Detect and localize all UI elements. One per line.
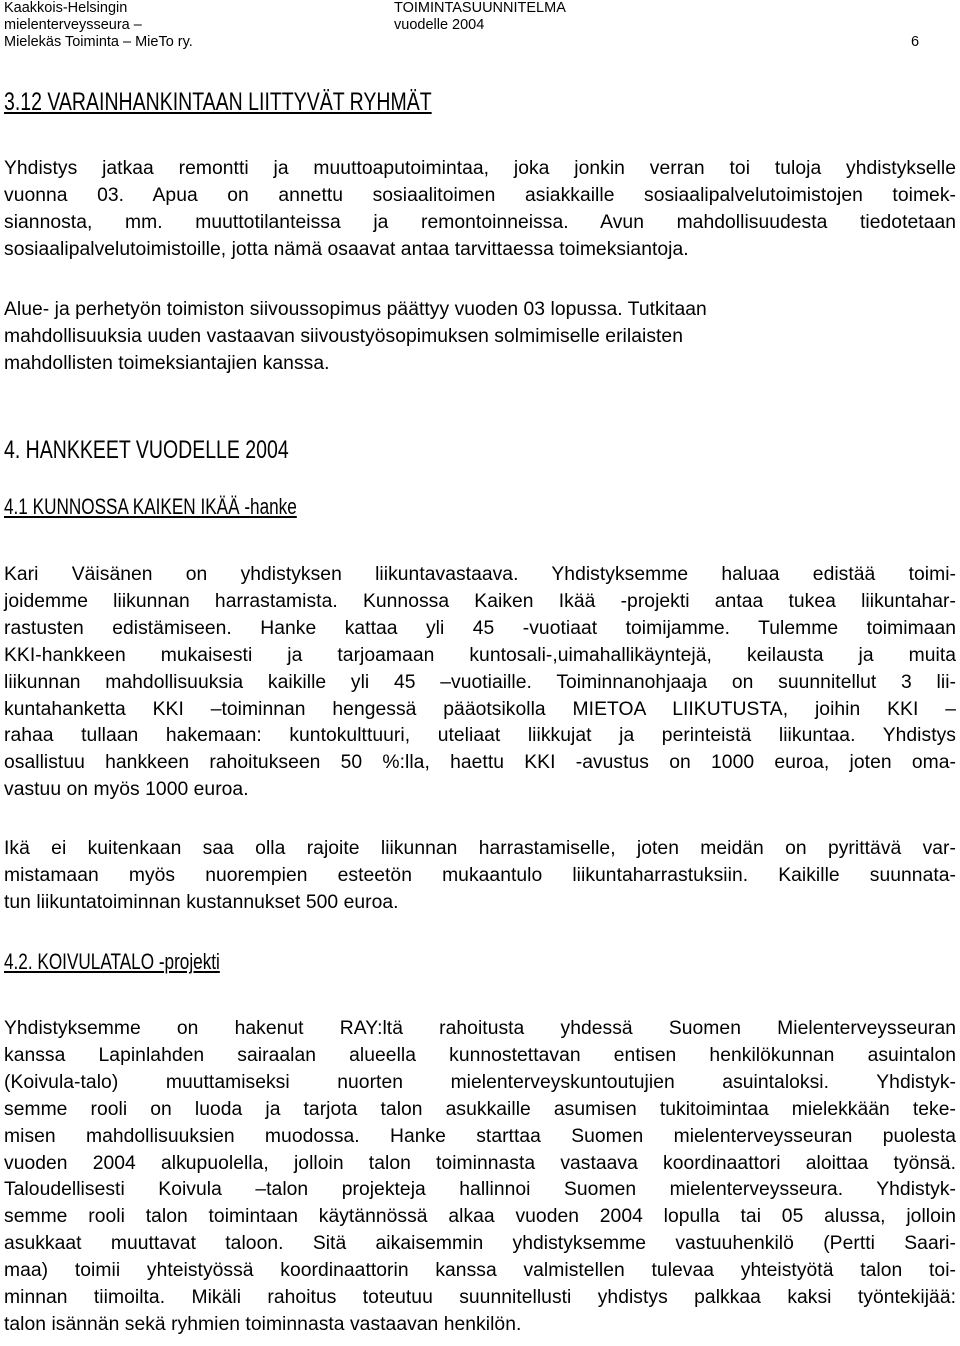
text-line: asukkaat muuttavat taloon. Sitä aikaisemmin yhdistyksemme vastuuhenkilö (Pertti Saari-: [4, 1233, 956, 1255]
section-heading-4-text: 4. HANKKEET VUODELLE 2004: [4, 436, 289, 464]
text-line: rahaa tullaan hakemaan: kuntokulttuuri, uteliaat liikkujat ja perinteistä liikuntaa. Yhdistys: [4, 725, 956, 747]
header-doc-title: TOIMINTASUUNNITELMA: [394, 0, 566, 16]
text-line: KKI-hankkeen mukaisesti ja tarjoamaan kuntosali-,uimahallikäyntejä, keilausta ja muita: [4, 644, 956, 666]
subsection-heading-4-1: [4, 494, 379, 520]
text-line: osallistuu hankkeen rahoitukseen 50 %:lla, haettu KKI -avustus on 1000 euroa, joten oma-: [4, 752, 956, 774]
header-org-line-2: mielenterveysseura –: [4, 17, 142, 33]
section-heading-3-12-text: 3.12 VARAINHANKINTAAN LIITTYVÄT RYHMÄT: [4, 88, 432, 116]
subsection-heading-4-1-text: 4.1 KUNNOSSA KAIKEN IKÄÄ -hanke: [4, 494, 297, 519]
text-line: tun liikuntatoiminnan kustannukset 500 euroa.: [4, 891, 399, 913]
header-doc-year: vuodelle 2004: [394, 17, 485, 33]
section-heading-3-12: [4, 88, 552, 116]
text-line: sosiaalipalvelutoimistoille, jotta nämä osaavat antaa tarvittaessa toimeksiantoja.: [4, 238, 689, 260]
text-line: kuntahanketta KKI –toiminnan hengessä pääotsikolla MIETOA LIIKUTUSTA, joihin KKI –: [4, 698, 956, 720]
paragraph-4-2-1: [4, 1016, 956, 1339]
text-line: liikunnan mahdollisuuksia kaikille yli 45 –vuotiaille. Toiminnanohjaaja on suunnitellut 3 lii-: [4, 671, 956, 693]
text-line: semme rooli talon toimintaan käytännössä alkaa vuoden 2004 lopulla tai 05 alussa, jolloin: [4, 1206, 956, 1228]
text-line: kanssa Lapinlahden sairaalan alueella kunnostettavan entisen henkilökunnan asuintalon: [4, 1044, 956, 1066]
text-line: vuoden 2004 alkupuolella, jolloin talon toiminnasta vastaava koordinaattori aloittaa työnsä.: [4, 1152, 956, 1174]
subsection-heading-4-2: [4, 949, 281, 975]
text-line: talon isännän sekä ryhmien toiminnasta vastaavan henkilön.: [4, 1313, 522, 1335]
text-line: mahdollisten toimeksiantajien kanssa.: [4, 352, 330, 374]
text-line: minnan tiimoilta. Mikäli rahoitus toteutuu suunnitellusti yhdistys palkkaa kaksi työntekijää:: [4, 1287, 956, 1309]
paragraph-3-12-2: [4, 297, 956, 378]
subsection-heading-4-2-text: 4.2. KOIVULATALO -projekti: [4, 949, 220, 974]
paragraph-4-1-1: [4, 562, 956, 804]
text-line: semme rooli on luoda ja tarjota talon asukkaille asumisen tukitoimintaa mielekkään teke-: [4, 1098, 956, 1120]
header-org-line-1: Kaakkois-Helsingin: [4, 0, 128, 16]
text-line: Kari Väisänen on yhdistyksen liikuntavastaava. Yhdistyksemme haluaa edistää toimi-: [4, 564, 956, 585]
section-heading-4: [4, 436, 369, 464]
text-line: Ikä ei kuitenkaan saa olla rajoite liikunnan harrastamiselle, joten meidän on pyrittävä var-: [4, 838, 956, 859]
text-line: siannosta, mm. muuttotilanteissa ja remontoinneissa. Avun mahdollisuudesta tiedotetaan: [4, 211, 956, 233]
text-line: (Koivula-talo) muuttamiseksi nuorten mielenterveyskuntoutujien asuintaloksi. Yhdistyk-: [4, 1071, 956, 1093]
text-line: Yhdistyksemme on hakenut RAY:ltä rahoitusta yhdessä Suomen Mielenterveysseuran: [4, 1018, 956, 1039]
text-line: mistamaan myös nuorempien esteetön mukaantulo liikuntaharrastuksiin. Kaikille suunnata-: [4, 864, 956, 886]
text-line: Alue- ja perhetyön toimiston siivoussopimus päättyy vuoden 03 lopussa. Tutkitaan: [4, 299, 707, 320]
text-line: Yhdistys jatkaa remontti ja muuttoaputoimintaa, joka jonkin verran toi tuloja yhdistykselle: [4, 158, 956, 179]
text-line: mahdollisuuksia uuden vastaavan siivoustyösopimuksen solmimiselle erilaisten: [4, 325, 683, 347]
text-line: rastusten edistämiseen. Hanke kattaa yli 45 -vuotiaat toimijamme. Tulemme toimimaan: [4, 617, 956, 639]
text-line: vuonna 03. Apua on annettu sosiaalitoimen asiakkaille sosiaalipalvelutoimistojen toimek-: [4, 184, 956, 206]
paragraph-3-12-1: [4, 156, 956, 264]
text-line: vastuu on myös 1000 euroa.: [4, 779, 249, 801]
page-number: 6: [911, 34, 920, 50]
header-org-line-3: Mielekäs Toiminta – MieTo ry.: [4, 34, 193, 50]
text-line: maa) toimii yhteistyössä koordinaattorin kanssa valmistellen tulevaa yhteistyötä talon toi-: [4, 1260, 956, 1282]
paragraph-4-1-2: [4, 836, 956, 917]
text-line: joidemme liikunnan harrastamista. Kunnossa Kaiken Ikää -projekti antaa tukea liikuntahar-: [4, 590, 956, 612]
text-line: misen mahdollisuuksien muodossa. Hanke starttaa Suomen mielenterveysseuran puolesta: [4, 1125, 956, 1147]
text-line: Taloudellisesti Koivula –talon projekteja hallinnoi Suomen mielenterveysseura. Yhdistyk-: [4, 1179, 956, 1201]
